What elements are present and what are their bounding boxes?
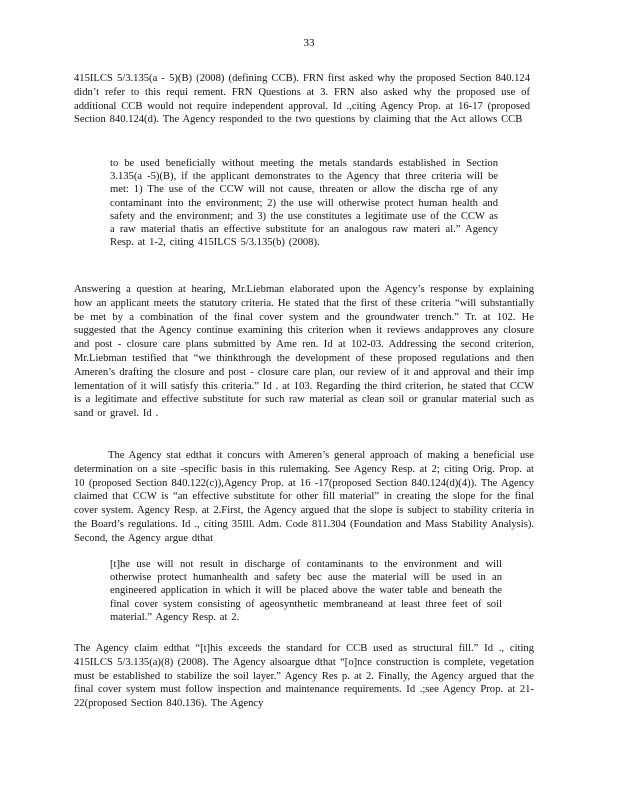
paragraph-liebman-testimony: Answering a question at hearing, Mr.Liebman elaborated upon the Agency’s response by explaining how an applicant meets the statutory criteria. He stated that the first of these criteria “will substantially be met by a combination of the final cover system and the groundwater trench.” Tr. at 102. He suggested that the Agency continue examining this criterion when it reviews andapproves any closure and post - closure care plans submitted by Ame ren. Id at 102-03. Addressing the second criterion, Mr.Liebman testified that “we thinkthrough the development of these proposed regulations and then Ameren’s drafting the closure and post - closure care plan, our review of it and approval and their imp lementation of it will satisfy this criteria.” Id . at 103. Regarding the third criterion, he stated that CCW is a legitimate and effective substitute for such raw material as clean soil or granular material such as sand or gravel. Id . xyxy=(74,284,534,420)
block-quote-agency-argument: [t]he use will not result in discharge of contaminants to the environment and will otherwise protect humanhealth and safety bec ause the material will be used in an engineered application in which it will be placed above the water table and beneath the final cover system consisting of ageosynthetic membraneand at least three feet of soil material.” Agency Resp. at 2. xyxy=(110,559,502,623)
paragraph-agency-concurs: The Agency stat edthat it concurs with Ameren’s general approach of making a beneficial use determination on a site -specific basis in this rulemaking. See Agency Resp. at 2; citing Orig. Prop. at 10 (proposed Section 840.122(c)),Agency Prop. at 16 -17(proposed Section 840.124(d)(4)). The Agency claimed that CCW is “an effective substitute for other fill material” in creating the slope for the final cover system. Agency Resp. at 2.First, the Agency argued that the slope is subject to stability criteria in the Board’s regulations. Id ., citing 35Ill. Adm. Code 811.304 (Foundation and Mass Stability Analysis). Second, the Agency argue dthat xyxy=(74,450,534,544)
block-quote-agency-criteria: to be used beneficially without meeting the metals standards established in Section 3.135(a -5)(B), if the applicant demonstrates to the Agency that three criteria will be met: 1) The use of the CCW will not cause, threaten or allow the discha rge of any contaminant into the environment; 2) the use will otherwise protect human health and safety and the environment; and 3) the use constitutes a legitimate use of the CCW as a raw material thatis an effective substitute for an analogous raw materi al.” Agency Resp. at 1-2, citing 415ILCS 5/3.135(b) (2008). xyxy=(110,158,498,249)
page-number: 33 xyxy=(303,37,315,49)
paragraph-agency-claims: The Agency claim edthat “[t]his exceeds the standard for CCB used as structural fill.” Id ., citing 415ILCS 5/3.135(a)(8) (2008). The Agency alsoargue dthat “[o]nce construction is complete, vegetation must be established to stabilize the soil layer.” Agency Res p. at 2. Finally, the Agency argued that the final cover system must follow inspection and maintenance requirements. Id .;see Agency Prop. at 21-22(proposed Section 840.136). The Agency xyxy=(74,643,534,710)
paragraph-frn-questions: 415ILCS 5/3.135(a - 5)(B) (2008) (defining CCB). FRN first asked why the proposed Section 840.124 didn’t refer to this requi rement. FRN Questions at 3. FRN also asked why the proposed use of additional CCB would not require independent approval. Id .,citing Agency Prop. at 16-17 (proposed Section 840.124(d). The Agency responded to the two questions by claiming that the Act allows CCB xyxy=(74,73,530,126)
